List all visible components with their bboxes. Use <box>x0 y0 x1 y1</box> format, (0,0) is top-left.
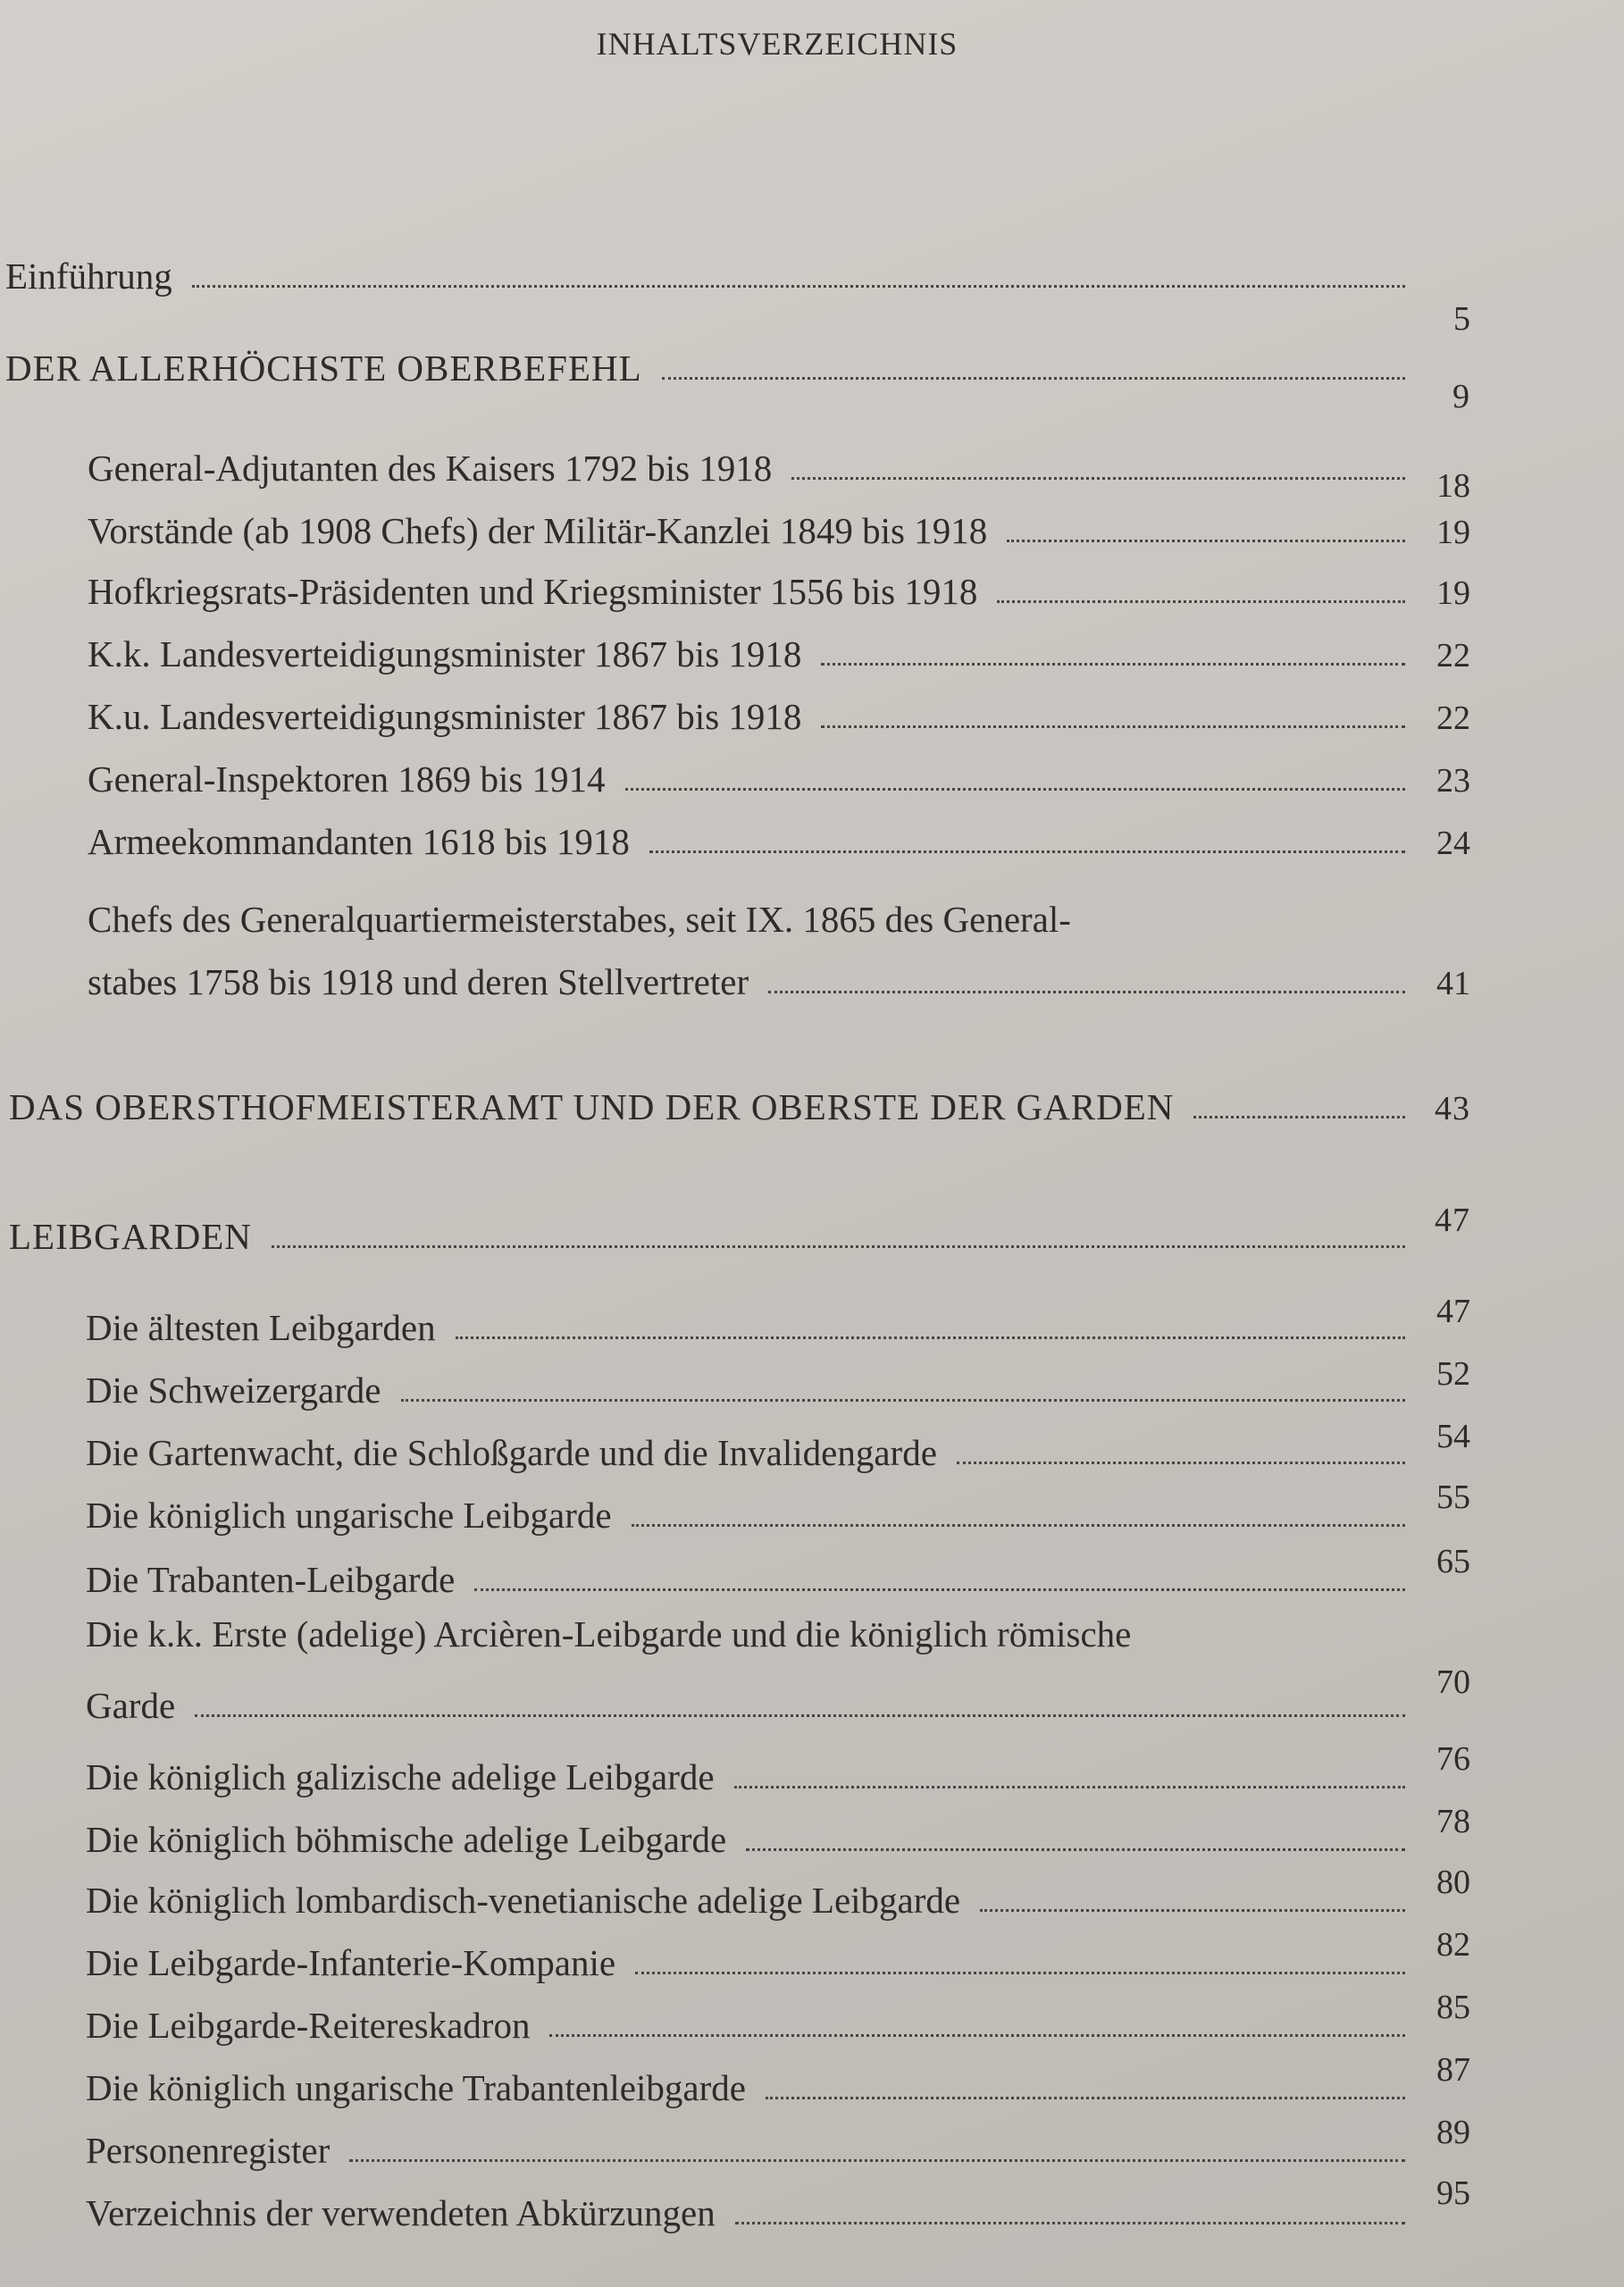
toc-entry-label: Verzeichnis der verwendeten Abkürzungen <box>86 2192 716 2233</box>
leader-dots <box>456 1336 1405 1339</box>
toc-entry-page: 19 <box>1436 574 1470 612</box>
toc-entry-page: 82 <box>1436 1925 1470 1964</box>
toc-entry-page: 65 <box>1436 1542 1470 1580</box>
leader-dots <box>549 2034 1405 2037</box>
toc-entry-page: 5 <box>1453 299 1470 338</box>
toc-entry-label: Die königlich ungarische Leibgarde <box>86 1495 612 1536</box>
leader-dots <box>195 1714 1405 1717</box>
toc-entry-label: Die königlich lombardisch-venetianische adelige Leibgarde <box>86 1880 961 1921</box>
toc-entry <box>86 1663 1470 1728</box>
toc-entry-page: 22 <box>1436 636 1470 674</box>
toc-entry-label: Die königlich galizische adelige Leibgarde <box>86 1756 715 1797</box>
leader-dots <box>1007 540 1405 542</box>
toc-entry-page: 70 <box>1436 1663 1470 1701</box>
leader-dots <box>349 2159 1405 2162</box>
leader-dots <box>649 850 1405 853</box>
toc-entry <box>88 758 1470 801</box>
toc-section <box>5 347 1470 415</box>
toc-entry <box>86 2174 1470 2235</box>
toc-entry-label: DAS OBERSTHOFMEISTERAMT UND DER OBERSTE DER GARDEN <box>9 1086 1175 1127</box>
leader-dots <box>997 600 1405 603</box>
toc-entry-page: 24 <box>1436 824 1470 862</box>
toc-entry <box>86 1417 1470 1475</box>
toc-entry <box>88 447 1470 505</box>
page-title: INHALTSVERZEICHNIS <box>596 26 958 62</box>
toc-entry-page: 87 <box>1436 2050 1470 2089</box>
toc-entry-label: Die königlich ungarische Trabantenleibgarde <box>86 2067 746 2108</box>
leader-dots <box>632 1524 1405 1527</box>
leader-dots <box>625 788 1405 791</box>
toc-entry <box>88 820 1470 864</box>
toc-entry-label: K.k. Landesverteidigungsminister 1867 bis 1918 <box>88 633 802 674</box>
toc-entry-label: Die Leibgarde-Reitereskadron <box>86 2005 531 2046</box>
toc-entry-label: Armeekommandanten 1618 bis 1918 <box>88 821 630 862</box>
leader-dots <box>766 2097 1405 2099</box>
toc-entry-page: 41 <box>1436 964 1470 1002</box>
toc-entry-page: 47 <box>1436 1292 1470 1330</box>
toc-entry-label: Einführung <box>5 256 172 297</box>
leader-dots <box>272 1245 1405 1248</box>
toc-entry <box>88 960 1470 1004</box>
toc-entry-page: 19 <box>1436 513 1470 551</box>
toc-entry <box>86 1802 1470 1862</box>
leader-dots <box>768 991 1405 993</box>
toc-entry <box>88 570 1470 614</box>
toc-entry <box>86 1925 1470 1985</box>
leader-dots <box>192 285 1405 288</box>
toc-entry-page: 22 <box>1436 699 1470 737</box>
toc-entry-page: 55 <box>1436 1478 1470 1516</box>
leader-dots <box>734 1786 1405 1789</box>
toc-entry-page: 85 <box>1436 1988 1470 2026</box>
toc-entry <box>88 632 1470 676</box>
toc-entry-label: Die Gartenwacht, die Schloßgarde und die Invalidengarde <box>86 1432 937 1473</box>
leader-dots <box>474 1588 1405 1591</box>
toc-entry-label: Garde <box>86 1685 176 1726</box>
toc-entry <box>86 1354 1470 1412</box>
toc-section <box>9 1085 1470 1129</box>
toc-entry-page: 18 <box>1436 466 1470 505</box>
toc-entry <box>86 2050 1470 2110</box>
leader-dots <box>662 377 1405 380</box>
toc-entry-page: 52 <box>1436 1354 1470 1393</box>
leader-dots <box>735 2222 1405 2224</box>
toc-entry <box>86 1863 1470 1923</box>
toc-entry <box>86 2113 1470 2173</box>
leader-dots <box>746 1848 1405 1851</box>
toc-entry-label: K.u. Landesverteidigungsminister 1867 bis 1918 <box>88 696 802 737</box>
leader-dots <box>957 1462 1405 1464</box>
toc-entry-label: LEIBGARDEN <box>9 1216 252 1257</box>
toc-entry-page: 9 <box>1452 377 1470 415</box>
leader-dots <box>821 725 1405 728</box>
toc-entry <box>88 509 1470 553</box>
toc-entry-label-line1: Chefs des Generalquartiermeisterstabes, seit IX. 1865 des General- <box>88 899 1071 940</box>
leader-dots <box>821 663 1405 666</box>
toc-entry-page: 54 <box>1436 1417 1470 1455</box>
toc-entry-label: Die Trabanten-Leibgarde <box>86 1559 456 1600</box>
toc-entry <box>86 1739 1470 1799</box>
leader-dots <box>791 477 1405 480</box>
toc-entry-page: 23 <box>1436 761 1470 800</box>
toc-entry-label: DER ALLERHÖCHSTE OBERBEFEHL <box>5 348 642 389</box>
toc-entry-page: 95 <box>1436 2174 1470 2212</box>
toc-entry <box>86 1988 1470 2048</box>
toc-entry-label: General-Adjutanten des Kaisers 1792 bis 1918 <box>88 448 773 489</box>
toc-entry-page: 76 <box>1436 1739 1470 1778</box>
toc-entry-label: Personenregister <box>86 2130 331 2171</box>
toc-entry-label: General-Inspektoren 1869 bis 1914 <box>88 758 606 800</box>
toc-entry-page: 89 <box>1436 2113 1470 2151</box>
toc-section <box>9 1201 1470 1259</box>
toc-entry-page: 78 <box>1436 1802 1470 1840</box>
toc-entry <box>88 695 1470 739</box>
leader-dots <box>1193 1116 1405 1118</box>
toc-entry-page: 43 <box>1435 1089 1470 1127</box>
toc-entry-label-line1: Die k.k. Erste (adelige) Arcièren-Leibgarde und die königlich römische <box>86 1613 1132 1655</box>
toc-entry <box>86 1478 1470 1537</box>
leader-dots <box>635 1972 1405 1974</box>
toc-entry <box>5 255 1470 338</box>
toc-entry-label: Die Leibgarde-Infanterie-Kompanie <box>86 1942 616 1983</box>
toc-entry-page: 47 <box>1435 1201 1470 1239</box>
toc-entry-label: Die ältesten Leibgarden <box>86 1307 436 1348</box>
toc-entry-label: Die königlich böhmische adelige Leibgarde <box>86 1819 727 1860</box>
toc-entry-label: stabes 1758 bis 1918 und deren Stellvertreter <box>88 961 749 1002</box>
toc-entry-label: Vorstände (ab 1908 Chefs) der Militär-Kanzlei 1849 bis 1918 <box>88 510 988 551</box>
leader-dots <box>980 1909 1405 1912</box>
leader-dots <box>401 1399 1405 1402</box>
toc-entry <box>86 1542 1470 1602</box>
toc-entry-page: 80 <box>1436 1863 1470 1901</box>
toc-entry-label: Die Schweizergarde <box>86 1370 381 1411</box>
toc-entry <box>86 1292 1470 1350</box>
toc-entry-label: Hofkriegsrats-Präsidenten und Kriegsminister 1556 bis 1918 <box>88 571 978 612</box>
